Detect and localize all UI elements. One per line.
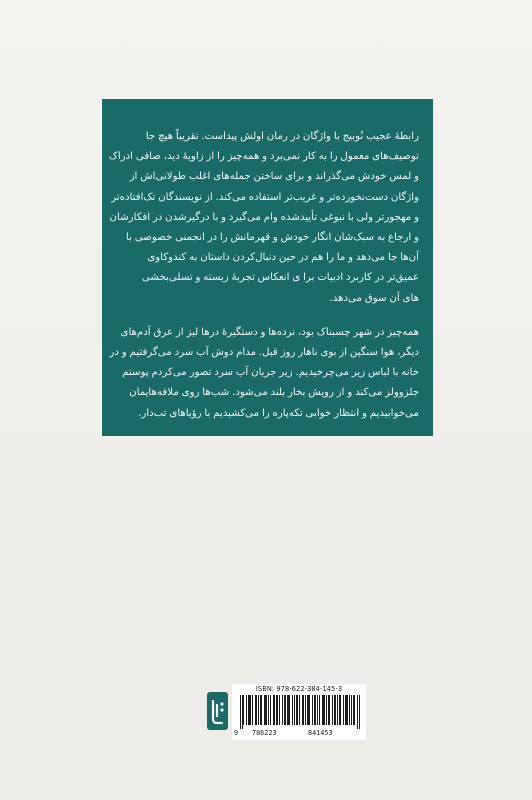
blurb-line: جلزوولز می‌کند و از رویش بخار بلند می‌شود. شب‌ها روی ملافه‌هایمان <box>129 387 419 399</box>
barcode-digits <box>232 729 366 739</box>
barcode-bar <box>260 695 261 725</box>
barcode-bar <box>353 695 354 725</box>
barcode-bar <box>317 695 318 725</box>
barcode-bar <box>328 695 329 725</box>
barcode-bar <box>309 695 310 725</box>
barcode-bar <box>323 695 324 725</box>
barcode-bar <box>302 695 303 725</box>
blurb-line: خانه با لباس زیر می‌چرخیدیم. زیر جریان آب سرد تصور می‌کردم پوستم <box>122 367 419 379</box>
barcode-bars <box>240 695 360 729</box>
barcode-bar <box>326 695 327 725</box>
blurb-line: آن‌ها جا می‌دهد و ما را هم در حین دنبال‌کردن داستان به کندوکاوی <box>147 252 419 264</box>
barcode-bar <box>249 695 250 725</box>
barcode-bar <box>346 695 347 725</box>
blurb-paragraph-2 <box>109 323 419 424</box>
barcode-bar <box>357 695 358 729</box>
barcode-bar <box>345 695 346 725</box>
barcode-digit-group-1: 786223 <box>252 729 277 737</box>
barcode-bar <box>314 695 315 725</box>
barcode-bar <box>284 695 285 725</box>
barcode-bar <box>340 695 341 725</box>
barcode-bar <box>305 695 306 725</box>
barcode-bar <box>334 695 335 725</box>
barcode-bar <box>339 695 340 725</box>
barcode-bar <box>279 695 280 725</box>
barcode-bar <box>359 695 360 729</box>
barcode-bar <box>307 695 308 725</box>
barcode-bar <box>277 695 278 725</box>
barcode-bar <box>337 695 338 725</box>
barcode-digit-group-2: 841453 <box>308 729 333 737</box>
barcode-bar <box>343 695 344 725</box>
barcode-bar <box>297 695 298 725</box>
barcode-bar <box>285 695 286 725</box>
blurb-line: واژگان دست‌نخورده‌تر و غریب‌تر استفاده می‌کند. از نویسندگان تک‌افتاده‌تر <box>111 191 419 203</box>
barcode-bar <box>299 695 300 725</box>
barcode-bar <box>282 695 283 725</box>
blurb-line: رابطهٔ عجیب نُوبیج با واژگان در رمان اولش پیداست. تقریباً هیچ جا <box>145 131 419 142</box>
blurb-panel <box>102 99 433 436</box>
barcode-bar <box>268 695 269 725</box>
barcode-bar <box>242 695 243 729</box>
barcode-bar <box>252 695 253 725</box>
barcode-bar <box>243 695 244 725</box>
barcode-bar <box>324 695 325 725</box>
barcode-digit-lead: 9 <box>234 729 239 737</box>
barcode-bar <box>240 695 241 729</box>
blurb-line: می‌خوابیدیم و انتظار خوابی تکه‌پاره را می‌کشیدیم با رؤیاهای تب‌دار. <box>138 407 419 419</box>
barcode-bar <box>319 695 320 725</box>
blurb-paragraph-1 <box>108 127 419 309</box>
barcode-bar <box>288 695 289 725</box>
barcode-bar <box>347 695 348 725</box>
barcode-bar <box>258 695 259 725</box>
barcode-bar <box>308 695 309 725</box>
blurb-line: های آن سوق می‌دهد. <box>329 292 419 304</box>
barcode-bar <box>303 695 304 725</box>
barcode-bar <box>265 695 266 725</box>
barcode-bar <box>276 695 277 725</box>
barcode-bar <box>292 695 293 725</box>
barcode-bar <box>248 695 249 725</box>
barcode-bar <box>289 695 290 725</box>
barcode-bar <box>329 695 330 725</box>
barcode-bar <box>266 695 267 725</box>
barcode-bar <box>255 695 256 725</box>
barcode-bar <box>270 695 271 725</box>
barcode-bar <box>264 695 265 725</box>
logo-icon <box>207 692 228 730</box>
blurb-line: و ارجاع به سبک‌شان انگار خودش و قهرمانش را در انجمنی خصوصی با <box>125 232 419 244</box>
barcode-bar <box>351 695 352 725</box>
blurb-line: همه‌چیز در شهر چسبناک بود، نرده‌ها و دستگیرهٔ درها لیز از عرق آدم‌های <box>120 326 419 338</box>
barcode-bar <box>273 695 274 725</box>
barcode-bar <box>294 695 295 725</box>
barcode-bar <box>349 695 350 725</box>
blurb-line: توصیف‌های معمول را به کار نمی‌برد و همه‌چیز را از زاویهٔ دید، صافی ادراک <box>108 151 419 163</box>
barcode-bar <box>246 695 247 725</box>
blurb-line: دیگر، هوا سنگین از بوی ناهار روز قبل. مدام دوش آب سرد می‌گرفتیم و در <box>109 347 419 359</box>
blurb-line: و مهجورتر ولی با نبوغی تأییدشده وام می‌گیرد و با درگیرشدن در افکارشان <box>109 211 419 223</box>
barcode-bar <box>315 695 316 725</box>
barcode-bar <box>256 695 257 725</box>
isbn-label: ISBN: 978-622-384-145-3 <box>255 685 343 693</box>
barcode-bar <box>335 695 336 725</box>
barcode-bar <box>250 695 251 725</box>
barcode-bar <box>354 695 355 725</box>
barcode-bar <box>287 695 288 725</box>
blurb-line: و لمس خودش می‌گذراند و برای ساختن جمله‌های اغلب طولانی‌اش از <box>129 171 419 183</box>
barcode-bar <box>274 695 275 725</box>
isbn-barcode <box>232 684 366 740</box>
barcode-bar <box>322 695 323 725</box>
barcode-bar <box>312 695 313 725</box>
barcode-bar <box>261 695 262 725</box>
blurb-line: عمیق‌تر در کاربرد ادبیات برا ی انعکاس تجربهٔ زیسته و تسلی‌بخشی <box>141 272 419 284</box>
barcode-bar <box>296 695 297 725</box>
barcode-bar <box>332 695 333 725</box>
